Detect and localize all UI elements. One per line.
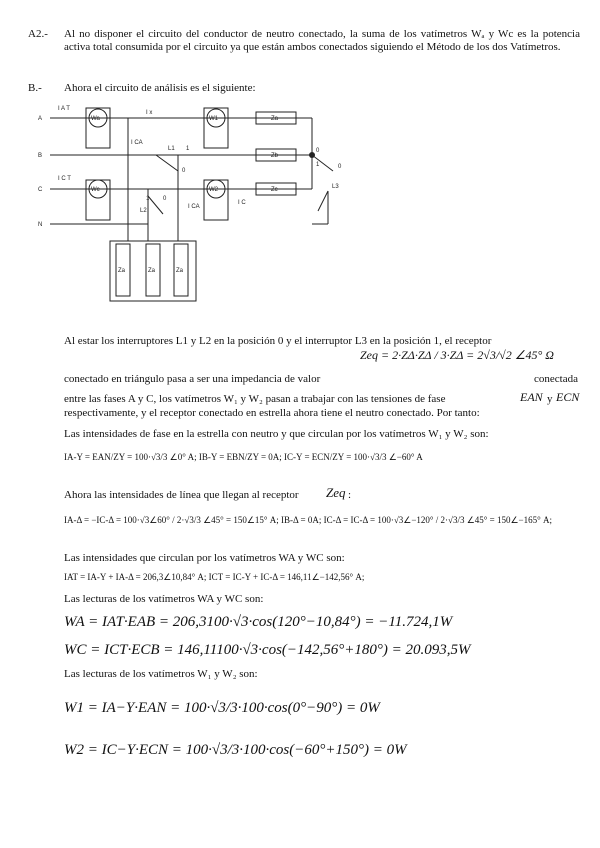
switch-label-l2-pos1: 1 xyxy=(146,196,150,202)
paragraph-switch-state-2: conectado en triángulo pasa a ser una impedancia de valor xyxy=(64,373,321,385)
meter-label-wa: Wa xyxy=(91,116,100,122)
current-label-ica-bottom: I CA xyxy=(188,204,200,210)
paragraph-b: Ahora el circuito de análisis es el siguiente: xyxy=(64,82,256,94)
section-label-a2: A2.- xyxy=(28,28,48,40)
paragraph-switch-state-5: respectivamente, y el receptor conectado en estrella ahora tiene el neutro conectado. Por tanto: xyxy=(64,407,480,419)
switch-label-l1-pos1: 1 xyxy=(186,146,190,152)
paragraph-wa-wc-readings: Las lecturas de los vatímetros WA y WC son: xyxy=(64,593,264,605)
equation-w2: W2 = IC−Y·ECN = 100·√3/3·100·cos(−60°+150°) = 0W xyxy=(64,742,407,758)
current-label-iat: I A T xyxy=(58,106,70,112)
switch-label-l2-pos0: 0 xyxy=(163,196,167,202)
impedance-label-top-1: Za xyxy=(271,116,279,122)
meter-label-w2: W2 xyxy=(209,187,218,193)
paragraph-wattmeter-currents: Las intensidades que circulan por los vatímetros WA y WC son: xyxy=(64,552,345,564)
switch-label-l3-top: 0 xyxy=(316,148,320,154)
meter-label-wc: Wc xyxy=(91,187,100,193)
symbol-ean: EAN xyxy=(520,390,543,404)
impedance-label-bottom-1: Za xyxy=(118,268,126,274)
paragraph-star-currents: Las intensidades de fase en la estrella con neutro y que circulan por los vatímetros W₁ y W₂ son: xyxy=(64,428,489,440)
equation-line-currents: IA-Δ = −IC-Δ = 100·√3∠60° / 2·√3/3 ∠45° = 150∠15° A; IB-Δ = 0A; IC-Δ = IC-Δ = 100·√3∠−120° / 2·√3/3 ∠45° = 150∠−165° A; xyxy=(64,515,552,525)
equation-w1: W1 = IA−Y·EAN = 100·√3/3·100·cos(0°−90°) = 0W xyxy=(64,700,380,716)
paragraph-switch-state: Al estar los interruptores L1 y L2 en la posición 0 y el interruptor L3 en la posición 1, el receptor xyxy=(64,335,492,347)
node-label-c: C xyxy=(38,187,43,193)
switch-label-l1-pos0: 0 xyxy=(182,168,186,174)
node-label-b: B xyxy=(38,153,43,159)
paragraph-line-currents-colon: : xyxy=(348,489,352,501)
node-label-a: A xyxy=(38,116,43,122)
impedance-label-bottom-3: Za xyxy=(176,268,184,274)
symbol-ecn: ECN xyxy=(556,390,580,404)
equation-zeq: Zeq = 2·ZΔ·ZΔ / 3·ZΔ = 2√3/√2 ∠45° Ω xyxy=(360,348,554,362)
symbol-zeq-inline: Zeq xyxy=(326,485,346,500)
current-label-ix: I x xyxy=(146,110,153,116)
impedance-label-top-3: Zc xyxy=(271,187,278,193)
impedance-label-bottom-2: Za xyxy=(148,268,156,274)
paragraph-line-currents: Ahora las intensidades de línea que llegan al receptor xyxy=(64,489,299,501)
impedance-label-top-2: Zb xyxy=(271,153,279,159)
switch-label-l2: L2 xyxy=(140,208,147,214)
equation-wa: WA = IAT·EAB = 206,3100·√3·cos(120°−10,84°) = −11.724,1W xyxy=(64,614,453,630)
equation-wattmeter-currents: IAT = IA-Y + IA-Δ = 206,3∠10,84° A; ICT = IC-Y + IC-Δ = 146,11∠−142,56° A; xyxy=(64,572,365,582)
equation-star-currents: IA-Y = EAN/ZY = 100·√3/3 ∠0° A; IB-Y = EBN/ZY = 0A; IC-Y = ECN/ZY = 100·√3/3 ∠−60° A xyxy=(64,452,423,462)
switch-label-l1: L1 xyxy=(168,146,175,152)
paragraph-a2: Al no disponer el circuito del conductor de neutro conectado, la suma de los vatímetros Wₐ y Wc es la potencia activa total consumida por el circuito ya que están ambos conectados siguiendo el Método de los dos Vatímetros. xyxy=(64,28,580,53)
switch-label-l3-pos0: 0 xyxy=(338,164,342,170)
paragraph-switch-state-4: entre las fases A y C, los vatímetros W₁ y W₂ pasan a trabajar con las tensiones de fase xyxy=(64,393,446,405)
node-label-n: N xyxy=(38,222,43,228)
section-label-b: B.- xyxy=(28,82,42,94)
circuit-diagram xyxy=(28,96,368,316)
meter-label-w1: W1 xyxy=(209,116,218,122)
paragraph-w1-w2-readings: Las lecturas de los vatímetros W₁ y W₂ son: xyxy=(64,668,258,680)
current-label-ica-top: I CA xyxy=(131,140,143,146)
equation-wc: WC = ICT·ECB = 146,11100·√3·cos(−142,56°+180°) = 20.093,5W xyxy=(64,642,471,658)
current-label-ict: I C T xyxy=(58,176,71,182)
switch-label-l3-pos1: 1 xyxy=(316,162,320,168)
current-label-ic: I C xyxy=(238,200,246,206)
paragraph-and: y xyxy=(547,393,553,405)
paragraph-switch-state-3: conectada xyxy=(534,373,578,385)
switch-label-l3: L3 xyxy=(332,184,339,190)
